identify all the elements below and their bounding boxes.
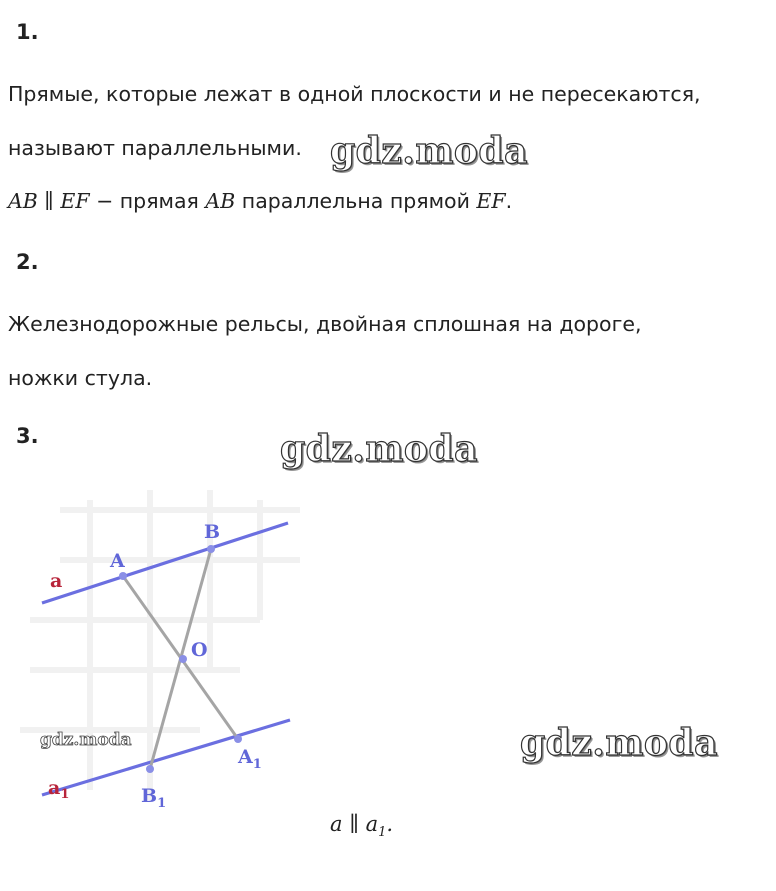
statement-math-ef: EF bbox=[476, 189, 506, 213]
statement-math-ab-ef: AB ∥ EF bbox=[8, 189, 90, 213]
point-b bbox=[207, 545, 215, 553]
section-1-line-1: Прямые, которые лежат в одной плоскости и не пересекаются, bbox=[8, 82, 701, 106]
point-o bbox=[179, 655, 187, 663]
watermark-1: gdz.moda bbox=[330, 130, 528, 172]
label-line-a1: $a_1$ bbox=[48, 777, 70, 802]
section-2-number: 2. bbox=[16, 250, 39, 274]
statement-text-2: параллельна прямой bbox=[235, 189, 477, 213]
statement-end: . bbox=[505, 189, 513, 213]
section-2-line-1: Железнодорожные рельсы, двойная сплошная на дороге, bbox=[8, 312, 642, 336]
label-point-o: O bbox=[191, 639, 208, 661]
statement-text: − прямая bbox=[89, 189, 206, 213]
label-point-a: A bbox=[110, 550, 125, 572]
statement-math-ab: AB bbox=[205, 189, 236, 213]
section-1-line-2: называют параллельными. bbox=[8, 136, 302, 160]
label-line-a: a bbox=[50, 570, 63, 592]
label-point-b: B bbox=[204, 521, 221, 543]
figure-caption: a ∥ $a_1$. bbox=[330, 812, 394, 841]
section-1-statement bbox=[8, 189, 512, 213]
point-b1 bbox=[146, 765, 154, 773]
section-3-number: 3. bbox=[16, 424, 39, 448]
label-point-a1: $A_1$ bbox=[238, 746, 262, 772]
section-1-number: 1. bbox=[16, 20, 39, 44]
section-2-line-2: ножки стула. bbox=[8, 366, 153, 390]
parallel-lines-figure bbox=[0, 470, 330, 815]
point-a1 bbox=[234, 735, 242, 743]
figure-background-grid bbox=[20, 490, 300, 800]
label-point-b1: $B_1$ bbox=[141, 785, 167, 811]
point-a bbox=[119, 572, 127, 580]
figure-watermark: gdz.moda bbox=[40, 730, 132, 750]
watermark-3: gdz.moda bbox=[520, 722, 718, 764]
watermark-2: gdz.moda bbox=[280, 428, 478, 470]
